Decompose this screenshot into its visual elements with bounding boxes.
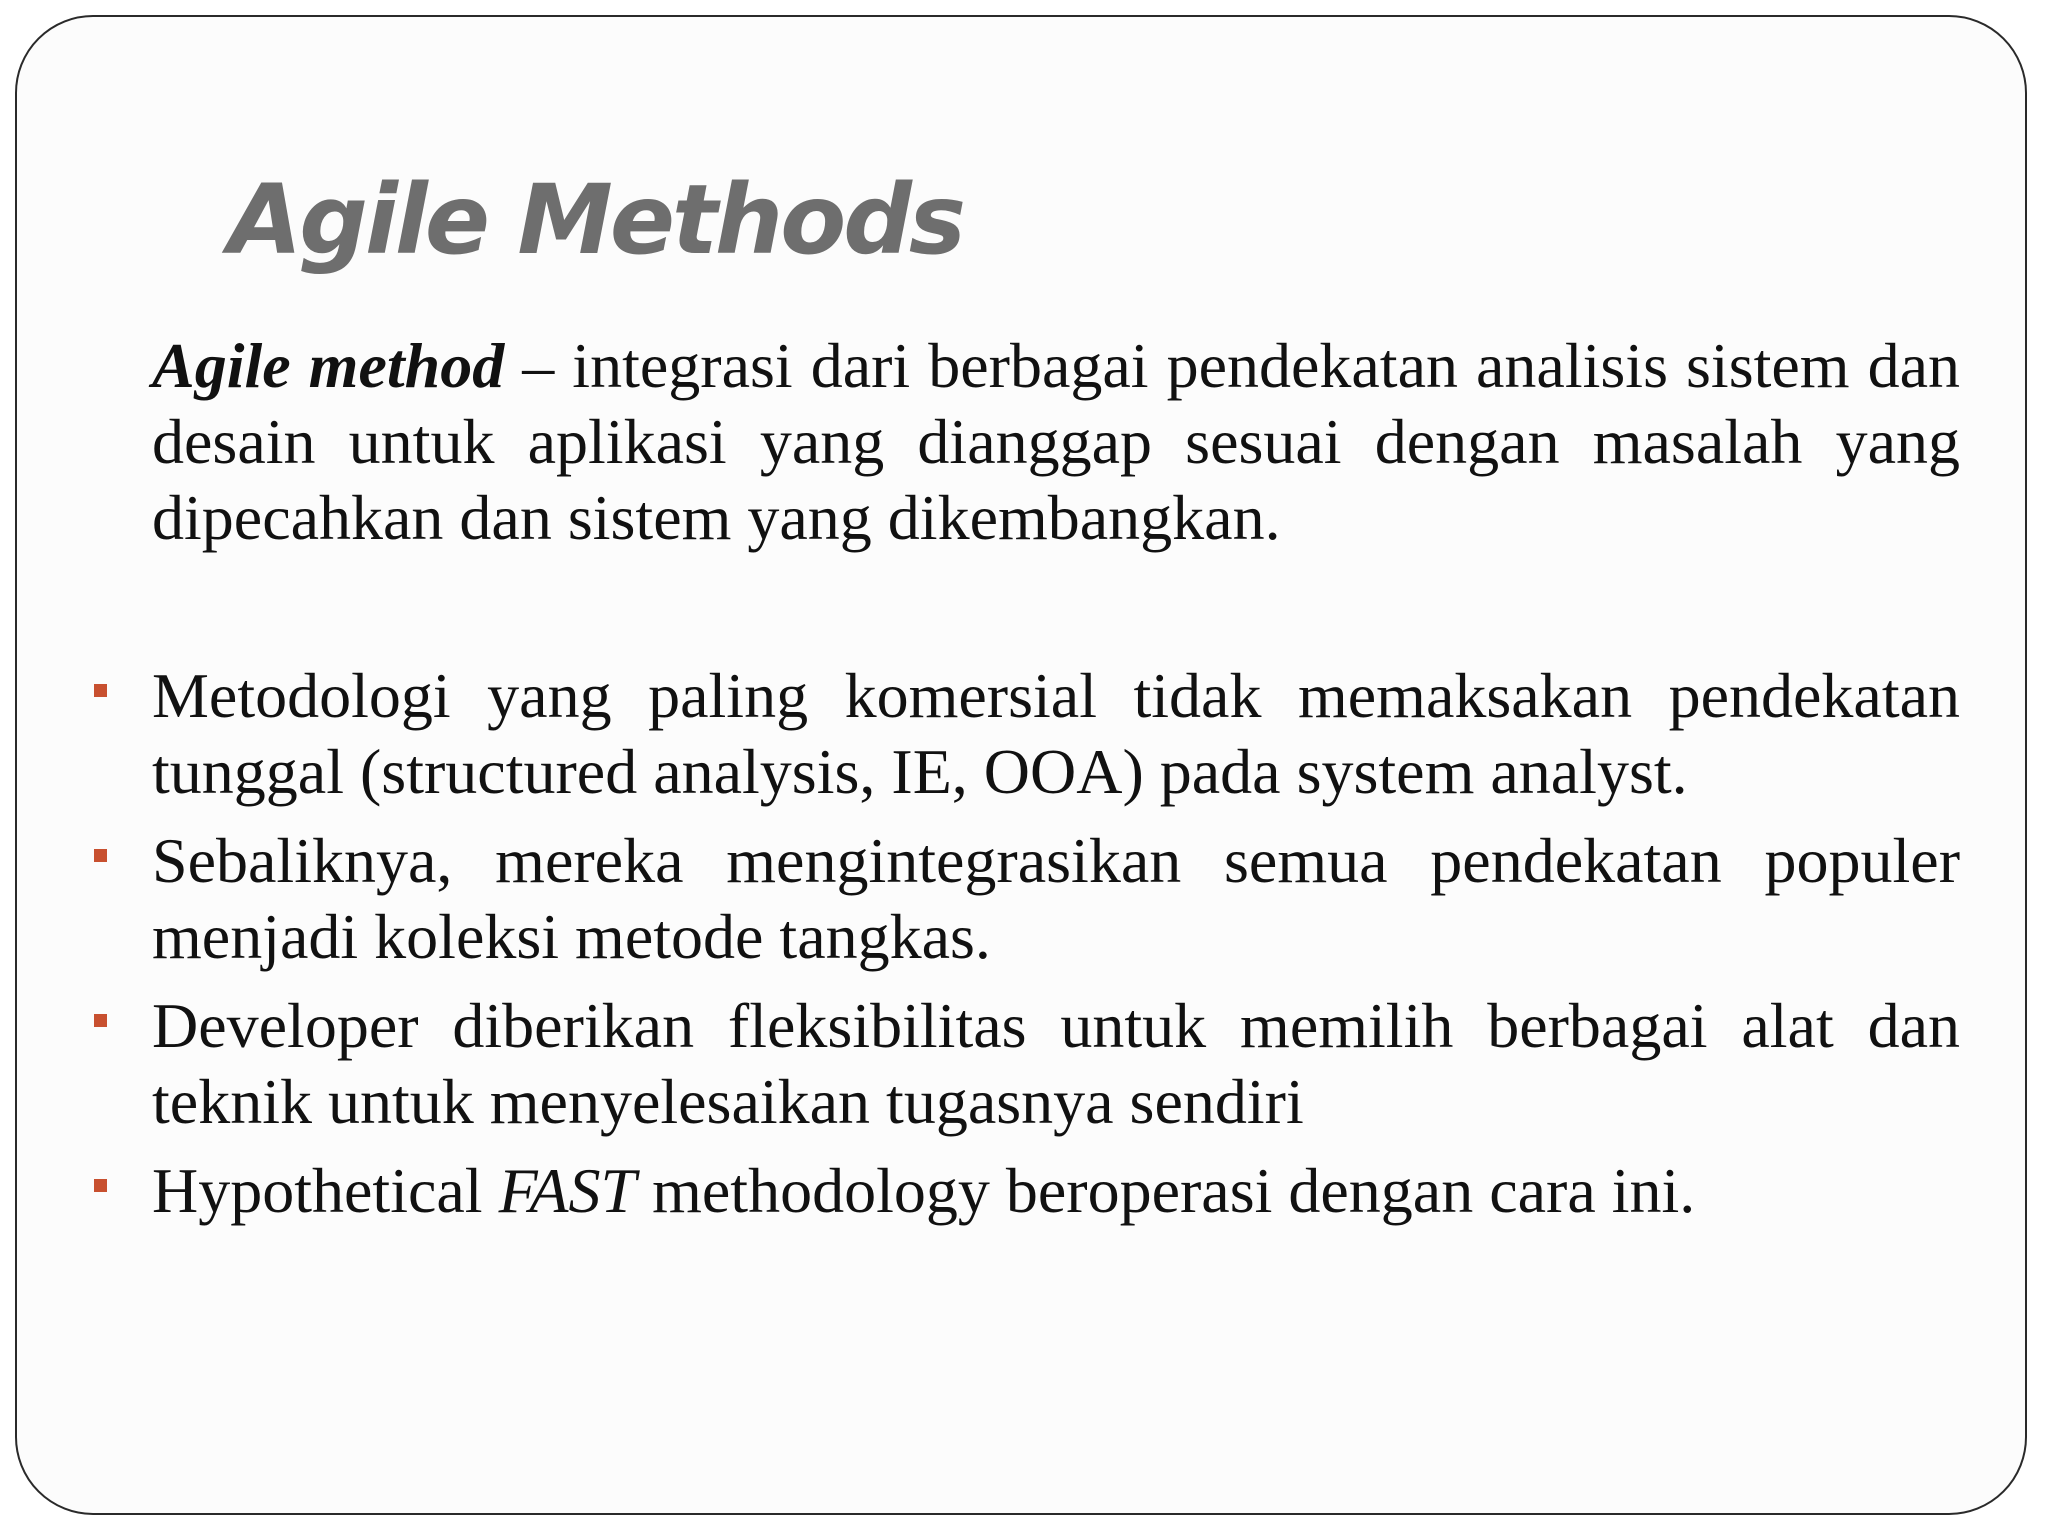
slide-title: Agile Methods	[228, 164, 964, 276]
bullet-item	[0, 823, 2048, 975]
bullet-text: Developer diberikan fleksibilitas untuk memilih berbagai alat dan teknik untuk menyelesaikan tugasnya sendiri	[152, 990, 1960, 1137]
intro-definition: – integrasi dari berbagai pendekatan analisis sistem dan desain untuk aplikasi yang dianggap sesuai dengan masalah yang dipecahkan dan sistem yang dikembangkan.	[152, 330, 1961, 553]
bullet-item	[0, 658, 2048, 810]
bullet-text: Sebaliknya, mereka mengintegrasikan semua pendekatan populer menjadi koleksi metode tangkas.	[152, 825, 1960, 972]
bullet-text: Metodologi yang paling komersial tidak memaksakan pendekatan tunggal (structured analysis, IE, OOA) pada system analyst.	[152, 660, 1960, 807]
intro-paragraph	[152, 328, 1960, 556]
bullet-text-after: methodology beroperasi dengan cara ini.	[636, 1155, 1696, 1226]
bullet-list	[0, 658, 2048, 1242]
fast-emphasis: FAST	[498, 1155, 637, 1226]
square-bullet-icon	[94, 849, 107, 862]
square-bullet-icon	[94, 684, 107, 697]
bullet-text-before: Hypothetical	[152, 1155, 499, 1226]
square-bullet-icon	[94, 1179, 107, 1192]
intro-term: Agile method	[152, 330, 505, 401]
square-bullet-icon	[94, 1014, 107, 1027]
bullet-item	[0, 988, 2048, 1140]
bullet-item	[0, 1153, 2048, 1229]
